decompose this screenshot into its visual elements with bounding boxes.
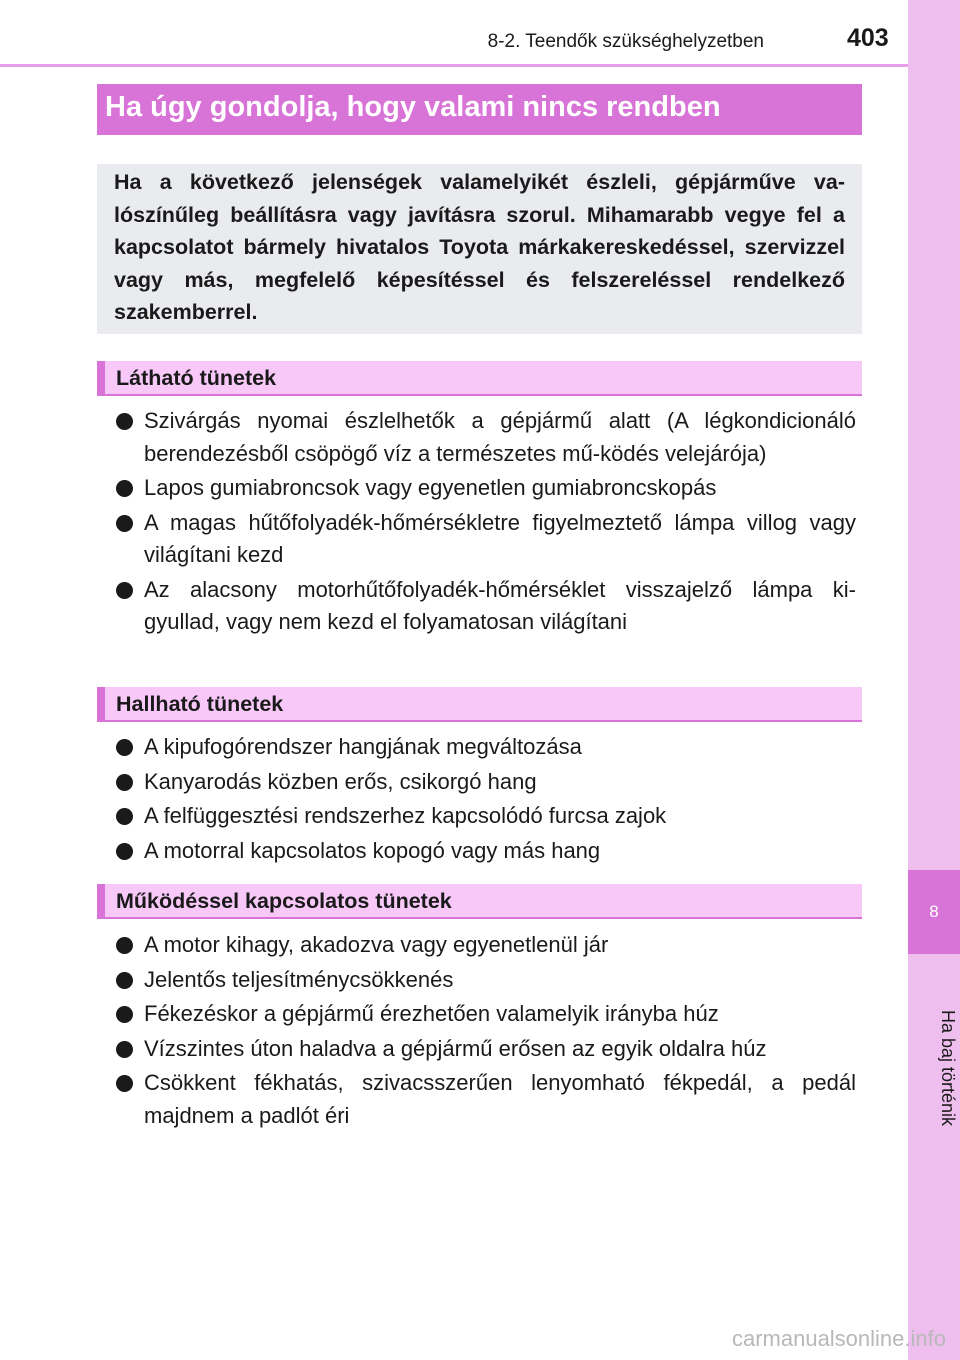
bullet-icon — [116, 739, 133, 756]
chapter-label: Ha baj történik — [938, 1009, 958, 1127]
list-item — [116, 1033, 856, 1066]
audible-symptoms-list — [116, 731, 856, 867]
operational-symptoms-list — [116, 929, 856, 1132]
list-item-text: Kanyarodás közben erős, csikorgó hang — [144, 768, 537, 794]
bullet-icon — [116, 972, 133, 989]
bullet-icon — [116, 843, 133, 860]
list-item-text: Fékezéskor a gépjármű érezhetően valamelyik irányba húz — [144, 1001, 719, 1026]
section-heading-text: Látható tünetek — [116, 366, 277, 390]
chapter-tab-label[interactable] — [910, 968, 958, 1168]
section-heading-audible-symptoms — [97, 687, 862, 722]
bullet-icon — [116, 515, 133, 532]
list-item-text: A felfüggesztési rendszerhez kapcsolódó furcsa zajok — [144, 803, 667, 828]
page-number: 403 — [847, 24, 889, 52]
bullet-icon — [116, 1075, 133, 1092]
list-item — [116, 800, 856, 833]
intro-text: Ha a következő jelenségek valamelyikét észleli, gépjárműve va-lószínűleg beállításra vagy javításra szorul. Mihamarabb vegye fel a kapcsolatot bármely hivatalos Toyota márkakereskedéssel, szervizzel vagy más, megfelelő képesítéssel és felszereléssel rendelkező szakemberrel. — [114, 170, 845, 324]
visible-symptoms-list — [116, 405, 856, 639]
list-item-text: Csökkent fékhatás, szivacsszerűen lenyomható fékpedál, a pedál majdnem a padlót éri — [144, 1070, 856, 1128]
list-item — [116, 507, 856, 572]
bullet-icon — [116, 413, 133, 430]
list-item — [116, 929, 856, 962]
list-item — [116, 574, 856, 639]
list-item — [116, 405, 856, 470]
list-item — [116, 766, 856, 799]
bullet-icon — [116, 937, 133, 954]
list-item — [116, 731, 856, 764]
header-rule — [0, 64, 908, 67]
list-item — [116, 835, 856, 868]
section-heading-text: Működéssel kapcsolatos tünetek — [116, 889, 452, 913]
bullet-icon — [116, 582, 133, 599]
list-item — [116, 964, 856, 997]
page-title: Ha úgy gondolja, hogy valami nincs rendben — [105, 91, 721, 123]
bullet-icon — [116, 774, 133, 791]
list-item-text: A magas hűtőfolyadék-hőmérsékletre figyelmeztető lámpa villog vagy világítani kezd — [144, 509, 856, 567]
list-item-text: A kipufogórendszer hangjának megváltozása — [144, 734, 582, 759]
list-item-text: A motorral kapcsolatos kopogó vagy más hang — [144, 837, 601, 863]
list-item-text: A motor kihagy, akadozva vagy egyenetlenül jár — [144, 932, 609, 957]
section-heading-text: Hallható tünetek — [116, 692, 284, 716]
bullet-icon — [116, 1006, 133, 1023]
section-heading-operational-symptoms — [97, 884, 862, 919]
bullet-icon — [116, 808, 133, 825]
watermark: carmanualsonline.info — [731, 1326, 946, 1351]
list-item — [116, 472, 856, 505]
list-item-text: Szivárgás nyomai észlelhetők a gépjármű alatt (A légkondicionáló berendezésből csöpögő víz a természetes mű-ködés velejárója) — [144, 408, 856, 466]
intro-box — [97, 164, 862, 334]
chapter-tab-number[interactable] — [908, 870, 960, 954]
list-item-text: Jelentős teljesítménycsökkenés — [144, 966, 454, 992]
bullet-icon — [116, 1041, 133, 1058]
running-header-section: 8-2. Teendők szükséghelyzetben — [487, 31, 764, 52]
chapter-number: 8 — [929, 902, 939, 921]
list-item-text: Az alacsony motorhűtőfolyadék-hőmérséklet visszajelző lámpa ki-gyullad, vagy nem kezd el folyamatosan világítani — [144, 576, 856, 634]
list-item — [116, 1067, 856, 1132]
list-item-text: Vízszintes úton haladva a gépjármű erősen az egyik oldalra húz — [144, 1035, 767, 1061]
list-item-text: Lapos gumiabroncsok vagy egyenetlen gumiabroncskopás — [144, 475, 717, 500]
section-heading-visible-symptoms — [97, 361, 862, 396]
title-bar — [97, 84, 862, 135]
list-item — [116, 998, 856, 1031]
bullet-icon — [116, 480, 133, 497]
